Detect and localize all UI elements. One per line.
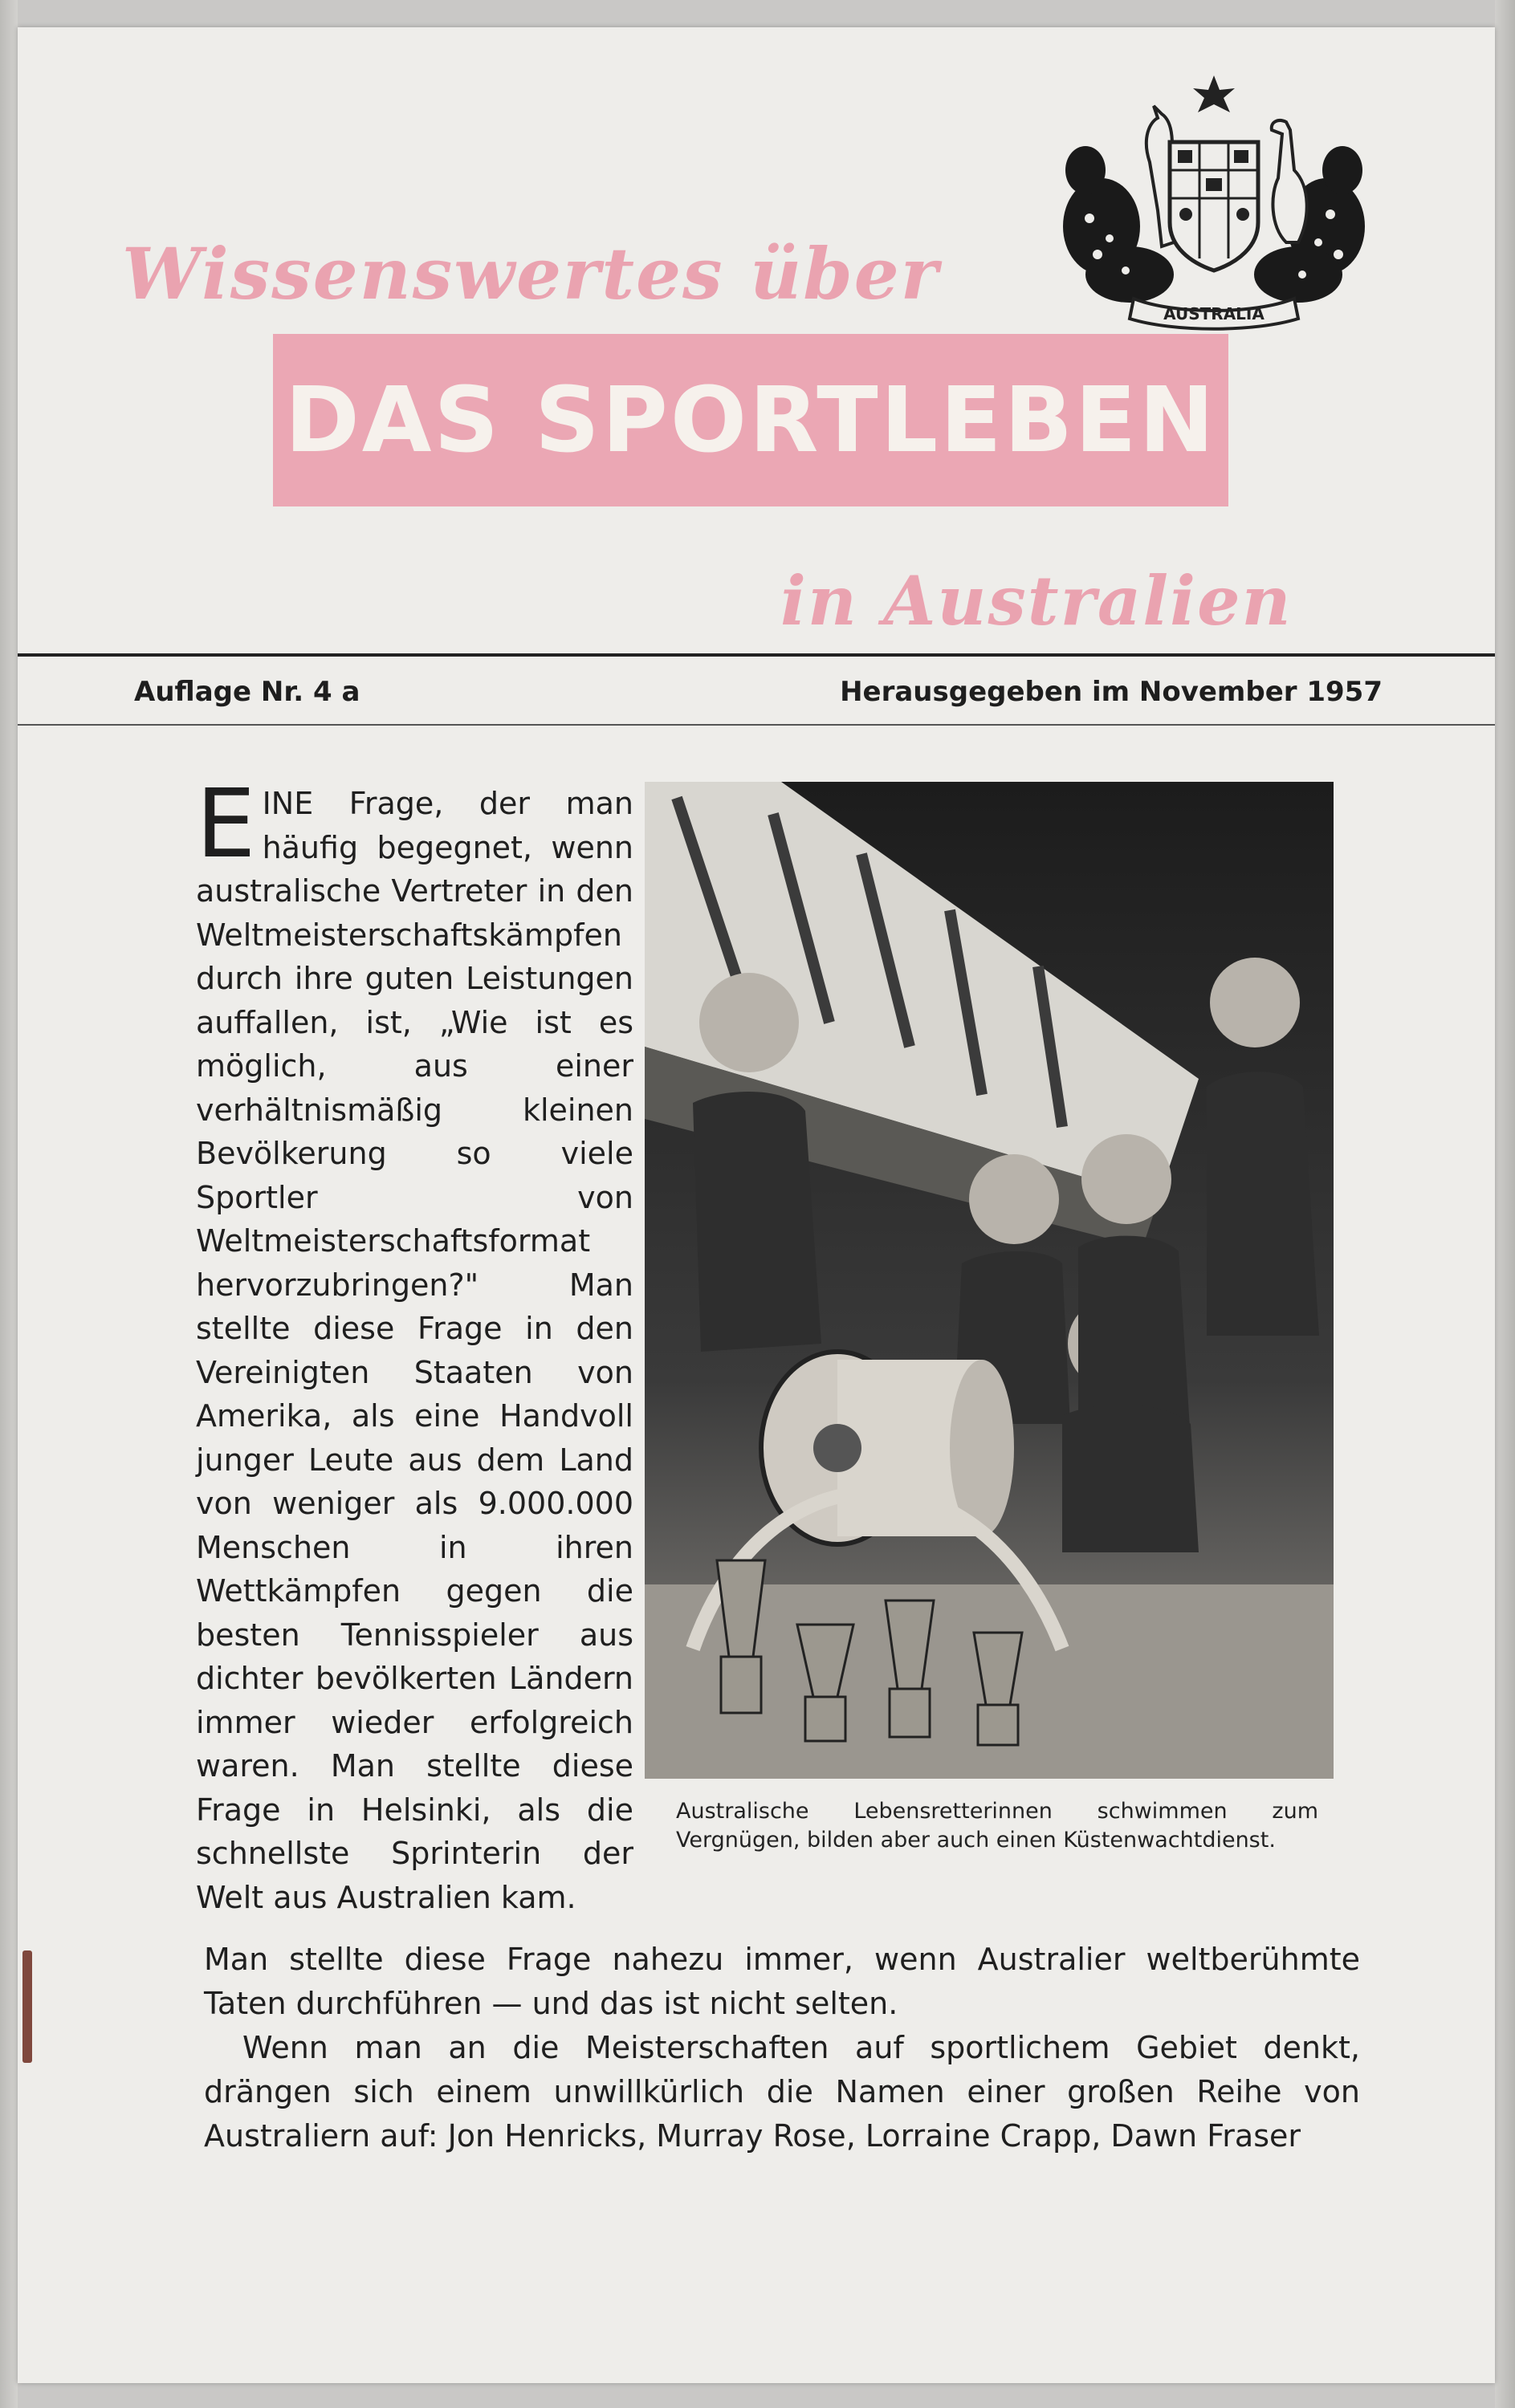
australian-coat-of-arms-icon	[1053, 74, 1374, 339]
article-column	[196, 768, 633, 1919]
page-title: DAS SPORTLEBEN	[284, 368, 1217, 473]
article-body-continued	[204, 1938, 1360, 2158]
continued-paragraph: Man stellte diese Frage nahezu immer, wenn Australier weltberühmte Taten durchführen — und das ist nicht selten.	[204, 1942, 1360, 2021]
lifesavers-photo-image	[645, 782, 1334, 1779]
publication-date: Herausgegeben im November 1957	[840, 676, 1383, 708]
svg-text:AUSTRALIA: AUSTRALIA	[1163, 304, 1265, 323]
title-banner	[273, 334, 1228, 506]
header-divider	[18, 653, 1495, 657]
photo-caption: Australische Lebensretterinnen schwimmen zum Vergnügen, bilden aber auch einen Küstenwachtdienst.	[676, 1799, 1318, 1853]
paragraph-2: Wenn man an die Meisterschaften auf sportlichem Gebiet denkt, drängen sich einem unwillkürlich die Namen einer großen Reihe von Australiern auf: Jon Henricks, Murray Rose, Lorraine Crapp, Dawn Fraser	[204, 2030, 1360, 2154]
page-edge-right	[1495, 0, 1515, 2408]
article-photo	[645, 782, 1334, 1779]
script-heading-top: Wissenswertes über	[122, 232, 940, 315]
document-page	[18, 27, 1495, 2383]
binding-stain	[22, 1950, 32, 2063]
meta-divider	[18, 724, 1495, 726]
page-edge-left	[0, 0, 18, 2408]
script-heading-bottom: in Australien	[780, 561, 1293, 641]
article-column-text: INE Frage, der man häufig begegnet, wenn australische Vertreter in den Weltmeisterschaftskämpfen durch ihre guten Leistungen auffallen, ist, „Wie ist es möglich, aus einer verhältnismäßig kleinen Bevölkerung so viele Sportler von Weltmeisterschaftsformat hervorzubringen?" Man stellte diese Frage in den Vereinigten Staaten von Amerika, als eine Handvoll junger Leute aus dem Land von weniger als 9.000.000 Menschen in ihren Wettkämpfen gegen die besten Tennisspieler aus dichter bevölkerten Ländern immer wieder erfolgreich waren. Man stellte diese Frage in Helsinki, als die schnellste Sprinterin der Welt aus Australien kam.	[196, 786, 633, 1915]
drop-cap: E	[196, 768, 256, 879]
edition-label: Auflage Nr. 4 a	[134, 676, 360, 708]
